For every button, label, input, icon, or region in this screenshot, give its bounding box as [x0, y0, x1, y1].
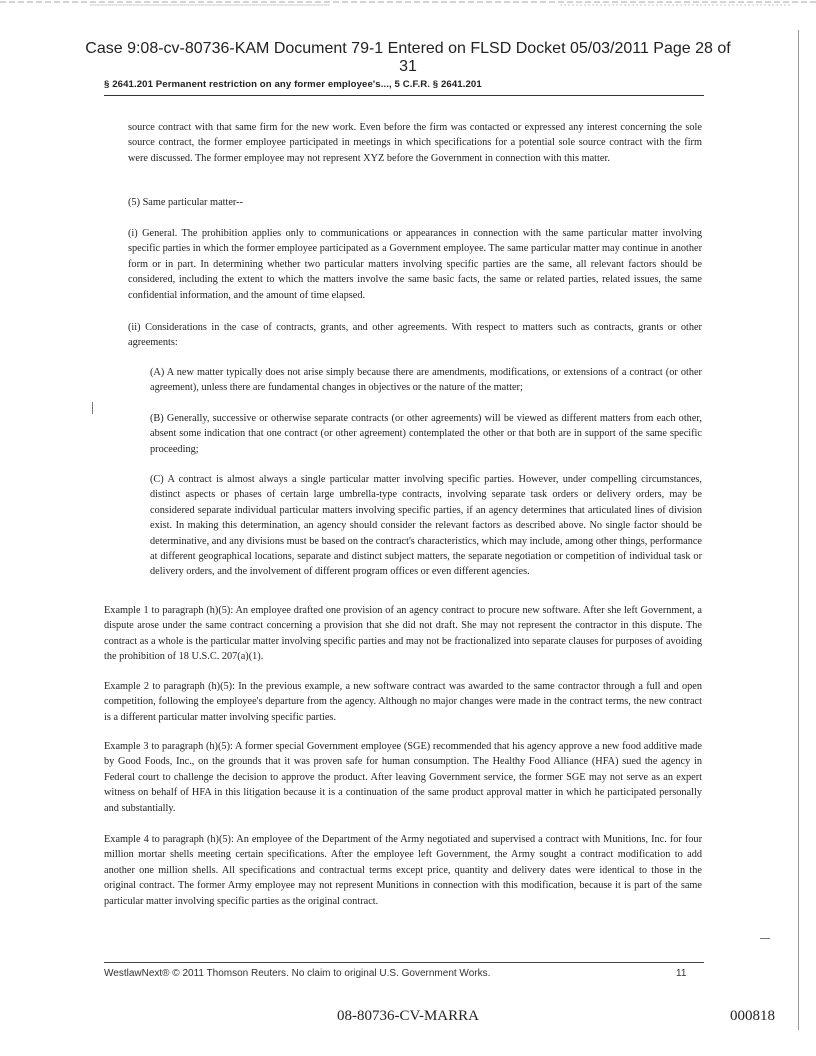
example-1: Example 1 to paragraph (h)(5): An employee drafted one provision of an agency contract to procure new software. After she left Government, a dispute arose under the same contract concerning a provision that she did not draft. She may not represent the contractor in this dispute. The contract as a whole is the particular matter involving specific parties and may not be fractionalized into separate clauses for purposes of avoiding the prohibition of 18 U.S.C. 207(a)(1). [104, 605, 702, 663]
paragraph-considerations: (ii) Considerations in the case of contracts, grants, and other agreements. With respect to matters such as contracts, grants or other agreements: [128, 322, 702, 349]
paragraph-item-b: (B) Generally, successive or otherwise separate contracts (or other agreements) will be viewed as different matters from each other, absent some indication that one contract (or other agreement) contemplated the other or that both are in support of the same specific proceeding; [150, 413, 702, 455]
section-title: § 2641.201 Permanent restriction on any former employee's..., 5 C.F.R. § 2641.201 [104, 79, 482, 90]
footer-rule [104, 962, 704, 963]
paragraph-item-c: (C) A contract is almost always a single particular matter involving specific parties. However, under compelling circumstances, distinct aspects or phases of certain large umbrella-type contracts, involving separate task orders or delivery orders, may be considered separate individual particular matters involving specific parties, if an agency determines that articulated lines of division exist. In making this determination, an agency should consider the relevant factors as described above. No single factor should be determinative, and any divisions must be based on the contract's characteristics, which may include, among other things, performance at different geographical locations, separate and distinct subject matters, the separate negotiation or competition of individual task or delivery orders, and the involvement of different program offices or even different agencies. [150, 474, 702, 578]
example-3: Example 3 to paragraph (h)(5): A former special Government employee (SGE) recommended that his agency approve a new food additive made by Good Foods, Inc., on the grounds that it was proven safe for human consumption. The Healthy Food Alliance (HFA) sued the agency in Federal court to challenge the decision to approve the product. After leaving Government service, the former SGE may not serve as an expert witness on behalf of HFA in this litigation because it is a continuation of the same product approval matter in which he participated personally and substantially. [104, 741, 702, 814]
paragraph-general: (i) General. The prohibition applies only to communications or appearances in connection with the same particular matter involving specific parties in which the former employee participated as a Government employee. The same particular matter may continue in another form or in part. In determining whether two particular matters involving specific parties are the same, all relevant factors should be considered, including the extent to which the matters involve the same basic facts, the same or related parties, related issues, the same confidential information, and the amount of time elapsed. [128, 228, 702, 301]
paragraph-item-a: (A) A new matter typically does not arise simply because there are amendments, modifications, or extensions of a contract (or other agreement), unless there are fundamental changes in objectives or the nature of the matter; [150, 367, 702, 394]
paragraph-heading-same-matter: (5) Same particular matter-- [128, 197, 244, 208]
scan-margin-mark [92, 402, 93, 414]
paragraph-continuation: source contract with that same firm for the new work. Even before the firm was contacted or expressed any interest concerning the sole source contract, the former employee participated in meetings in which specifications for a potential sole source contract with the firm were discussed. The former employee may not represent XYZ before the Government in connection with this matter. [128, 122, 702, 164]
footer-copyright: WestlawNext® © 2011 Thomson Reuters. No claim to original U.S. Government Works. [104, 968, 491, 979]
case-header-page-total: 31 [399, 58, 417, 75]
scan-right-edge [798, 30, 799, 1030]
scan-margin-dash [760, 938, 770, 939]
case-header-line: Case 9:08-cv-80736-KAM Document 79-1 Entered on FLSD Docket 05/03/2011 Page 28 of [85, 40, 731, 57]
example-4: Example 4 to paragraph (h)(5): An employee of the Department of the Army negotiated and supervised a contract with Munitions, Inc. for four million mortar shells meeting certain specifications. After the employee left Government, the Army sought a contract modification to add another one million shells. All specifications and contractual terms except price, quantity and delivery dates were identical to those in the original contract. The former Army employee may not represent Munitions in connection with this modification, because it is part of the same particular matter involving specific parties as the original contract. [104, 834, 702, 907]
example-2: Example 2 to paragraph (h)(5): In the previous example, a new software contract was awarded to the same contractor through a full and open competition, following the employee's departure from the agency. Although no major changes were made in the contract terms, the new contract is a different particular matter involving specific parties. [104, 681, 702, 723]
bates-number: 000818 [730, 1008, 775, 1024]
footer-page-number: 11 [676, 968, 687, 979]
bates-case-number: 08-80736-CV-MARRA [337, 1008, 479, 1024]
